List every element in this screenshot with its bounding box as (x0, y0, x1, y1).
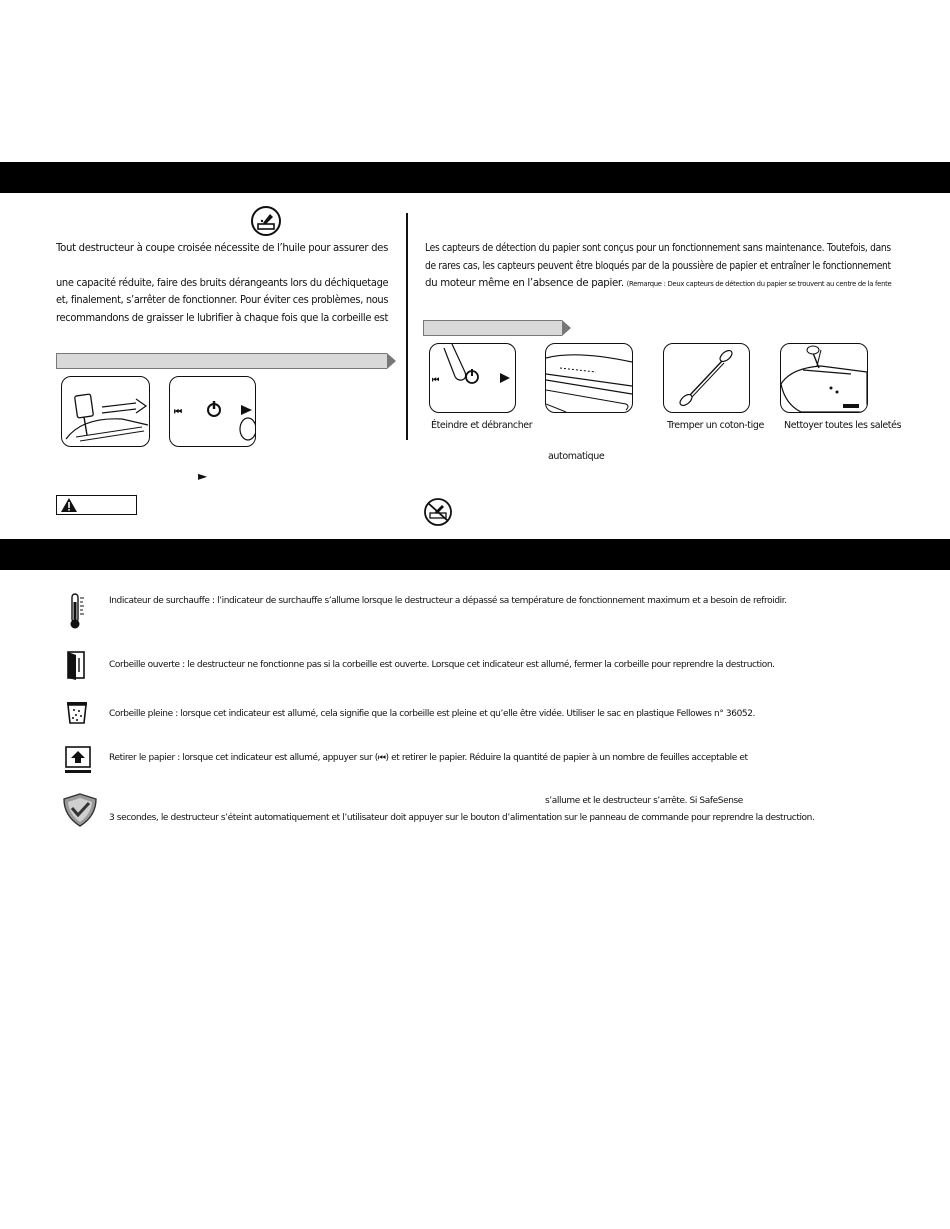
oil-application-illustration (61, 376, 150, 447)
sensor-paragraph-line (425, 274, 891, 293)
svg-text:⏮: ⏮ (432, 375, 440, 384)
bin-full-icon (66, 701, 88, 725)
power-off-illustration (429, 343, 516, 413)
svg-text:⏮: ⏮ (174, 407, 183, 417)
step-caption: Tremper un coton-tige (667, 420, 764, 431)
sensor-paragraph-line: Les capteurs de détection du papier sont conçus pour un fonctionnement sans maintenance. Toutefois, dans (425, 242, 891, 254)
safesense-shield-icon (60, 792, 100, 828)
step-arrow-bar (423, 320, 562, 336)
sensor-note: (Remarque : Deux capteurs de détection du papier se trouvent au centre de la fente (626, 280, 892, 288)
sensor-paragraph-line: de rares cas, les capteurs peuvent être bloqués par de la poussière de papier et entraîner le fonctionnement (425, 260, 891, 272)
indicator-text: Indicateur de surchauffe : l’indicateur de surchauffe s’allume lorsque le destructeur a dépassé sa température de fonctionnement maximum et a besoin de refroidir. (109, 596, 787, 606)
section-header-band (0, 162, 950, 193)
automatic-label: automatique (548, 451, 605, 462)
oil-lubricant-icon (250, 205, 282, 237)
step-arrow-bar (56, 353, 387, 369)
caution-box (56, 495, 137, 515)
indicator-text: s’allume et le destructeur s’arrête. Si SafeSense (545, 796, 743, 806)
oil-paragraph-line: et, finalement, s’arrêter de fonctionner. Pour éviter ces problèmes, nous (56, 294, 389, 306)
indicator-text: Retirer le papier : lorsque cet indicateur est allumé, appuyer sur (⏮) et retirer le papier. Réduire la quantité de papier à un nombre de feuilles acceptable et (109, 753, 748, 763)
step-caption: Éteindre et débrancher (431, 420, 533, 431)
control-panel-illustration (169, 376, 256, 447)
shredder-slot-illustration (545, 343, 633, 413)
oil-paragraph-line: Tout destructeur à coupe croisée nécessite de l’huile pour assurer des (56, 242, 389, 254)
clean-dirt-illustration (780, 343, 868, 413)
section-header-band (0, 539, 950, 570)
bin-open-icon (66, 650, 88, 680)
remove-paper-icon (64, 745, 92, 775)
cotton-swab-illustration (663, 343, 750, 413)
indicator-text: Corbeille pleine : lorsque cet indicateur est allumé, cela signifie que la corbeille est pleine et qu’elle être vidée. Utiliser le sac en plastique Fellowes n° 36052. (109, 709, 756, 719)
oil-paragraph-line: une capacité réduite, faire des bruits dérangeants lors du déchiquetage (56, 277, 389, 289)
indicator-text: Corbeille ouverte : le destructeur ne fonctionne pas si la corbeille est ouverte. Lorsque cet indicateur est allumé, fermer la corbeille pour reprendre la destruction. (109, 660, 775, 670)
indicator-text: 3 secondes, le destructeur s’éteint automatiquement et l’utilisateur doit appuyer sur le bouton d’alimentation sur le panneau de commande pour reprendre la destruction. (109, 813, 815, 823)
no-oil-icon (423, 497, 453, 527)
thermometer-icon (66, 592, 88, 630)
oil-paragraph-line: recommandons de graisser le lubrifier à chaque fois que la corbeille est (56, 312, 389, 324)
warning-icon (61, 498, 77, 512)
step-caption: Nettoyer toutes les saletés (784, 420, 902, 431)
play-symbol: ► (198, 469, 207, 483)
sensor-paragraph-text: du moteur même en l’absence de papier. (425, 277, 624, 289)
column-divider (406, 213, 408, 440)
